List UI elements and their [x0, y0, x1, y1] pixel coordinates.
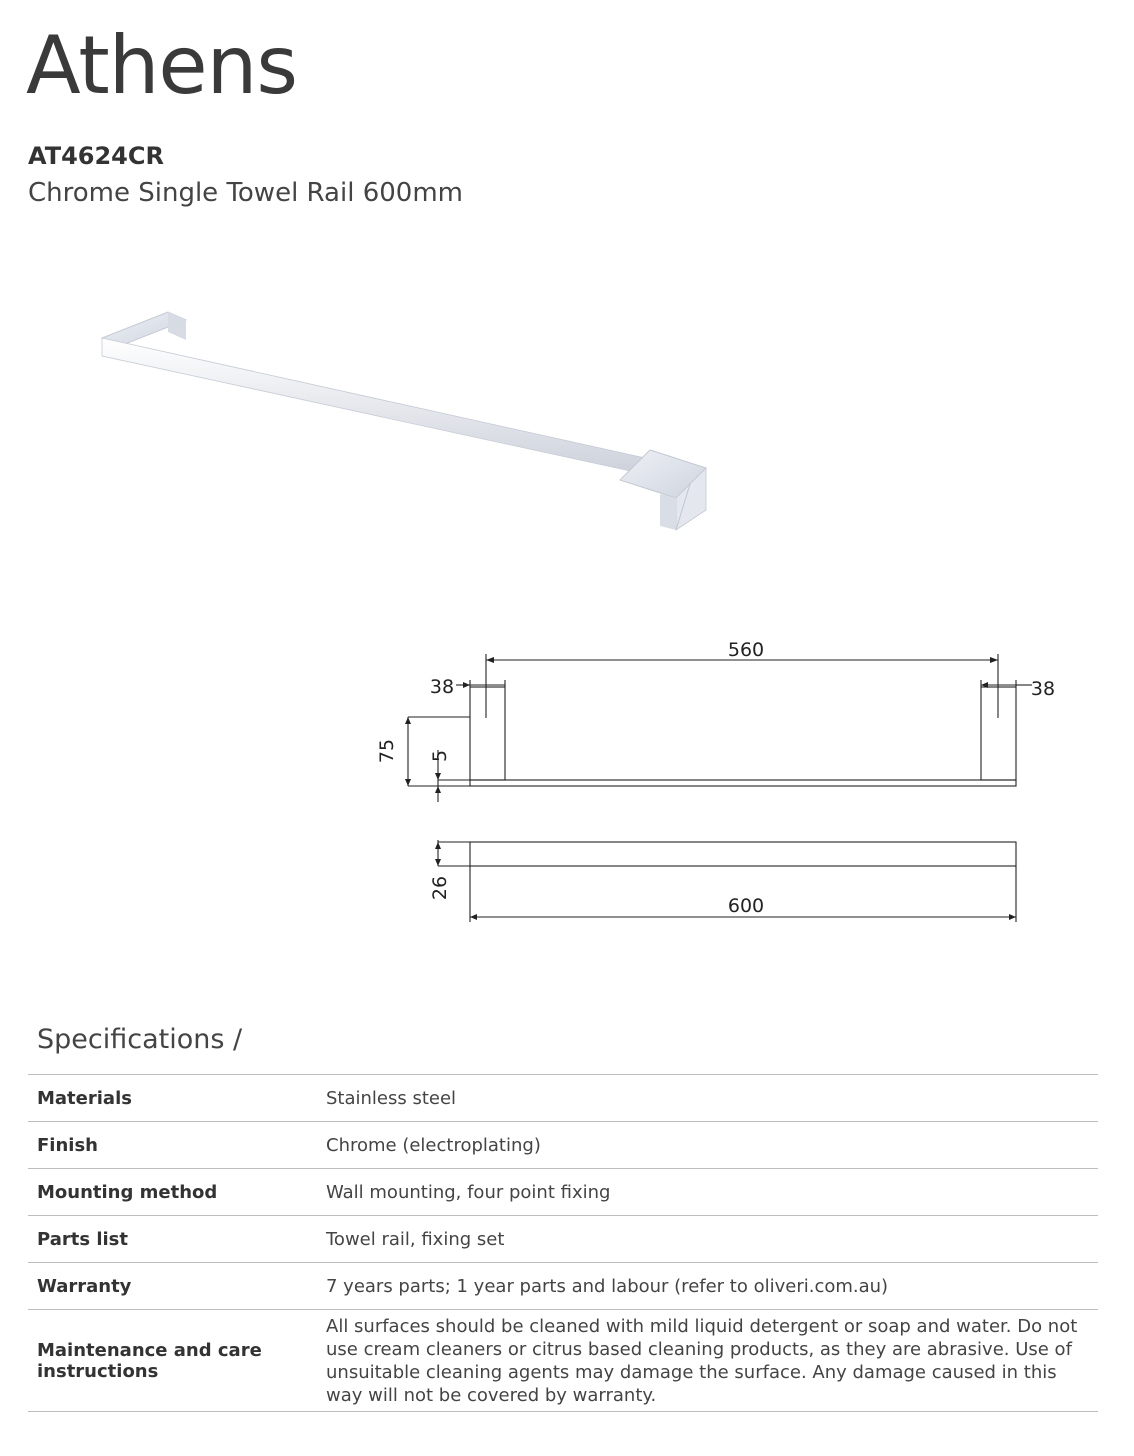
brand-title: Athens — [26, 19, 297, 112]
spec-label: Parts list — [37, 1228, 128, 1250]
spec-value: Chrome (electroplating) — [326, 1134, 541, 1156]
dimension-drawing — [360, 630, 1080, 940]
spec-row-warranty — [28, 1263, 1098, 1310]
dim-38-right: 38 — [1030, 678, 1056, 700]
spec-value: Wall mounting, four point fixing — [326, 1181, 611, 1203]
spec-value: Towel rail, fixing set — [326, 1228, 505, 1250]
spec-row-maintenance — [28, 1310, 1098, 1412]
spec-value: All surfaces should be cleaned with mild liquid detergent or soap and water. Do not use cream cleaners or citrus based cleaning products, as they are abrasive. Use of unsuitable cleaning agents may damage the surface. Any damage caused in this way will not be covered by warranty. — [326, 1315, 1078, 1406]
spec-row-mounting — [28, 1169, 1098, 1216]
spec-label: Mounting method — [37, 1181, 218, 1203]
dim-600: 600 — [727, 895, 765, 917]
dim-560: 560 — [727, 639, 765, 661]
spec-row-materials — [28, 1075, 1098, 1122]
spec-label: Warranty — [37, 1275, 132, 1297]
dim-75: 75 — [376, 738, 398, 764]
spec-label: Maintenance and care instructions — [37, 1339, 262, 1382]
specifications-table — [28, 1074, 1098, 1412]
spec-label: Finish — [37, 1134, 98, 1156]
dim-5: 5 — [429, 749, 451, 763]
spec-row-parts — [28, 1216, 1098, 1263]
specifications-title: Specifications / — [37, 1024, 243, 1055]
dim-26: 26 — [429, 875, 451, 901]
product-description: Chrome Single Towel Rail 600mm — [28, 178, 463, 208]
product-code: AT4624CR — [28, 142, 164, 170]
product-image — [90, 300, 730, 540]
spec-label: Materials — [37, 1087, 132, 1109]
spec-value: Stainless steel — [326, 1087, 457, 1109]
spec-value: 7 years parts; 1 year parts and labour (refer to oliveri.com.au) — [326, 1275, 889, 1297]
spec-row-finish — [28, 1122, 1098, 1169]
dim-38-left: 38 — [429, 676, 455, 698]
